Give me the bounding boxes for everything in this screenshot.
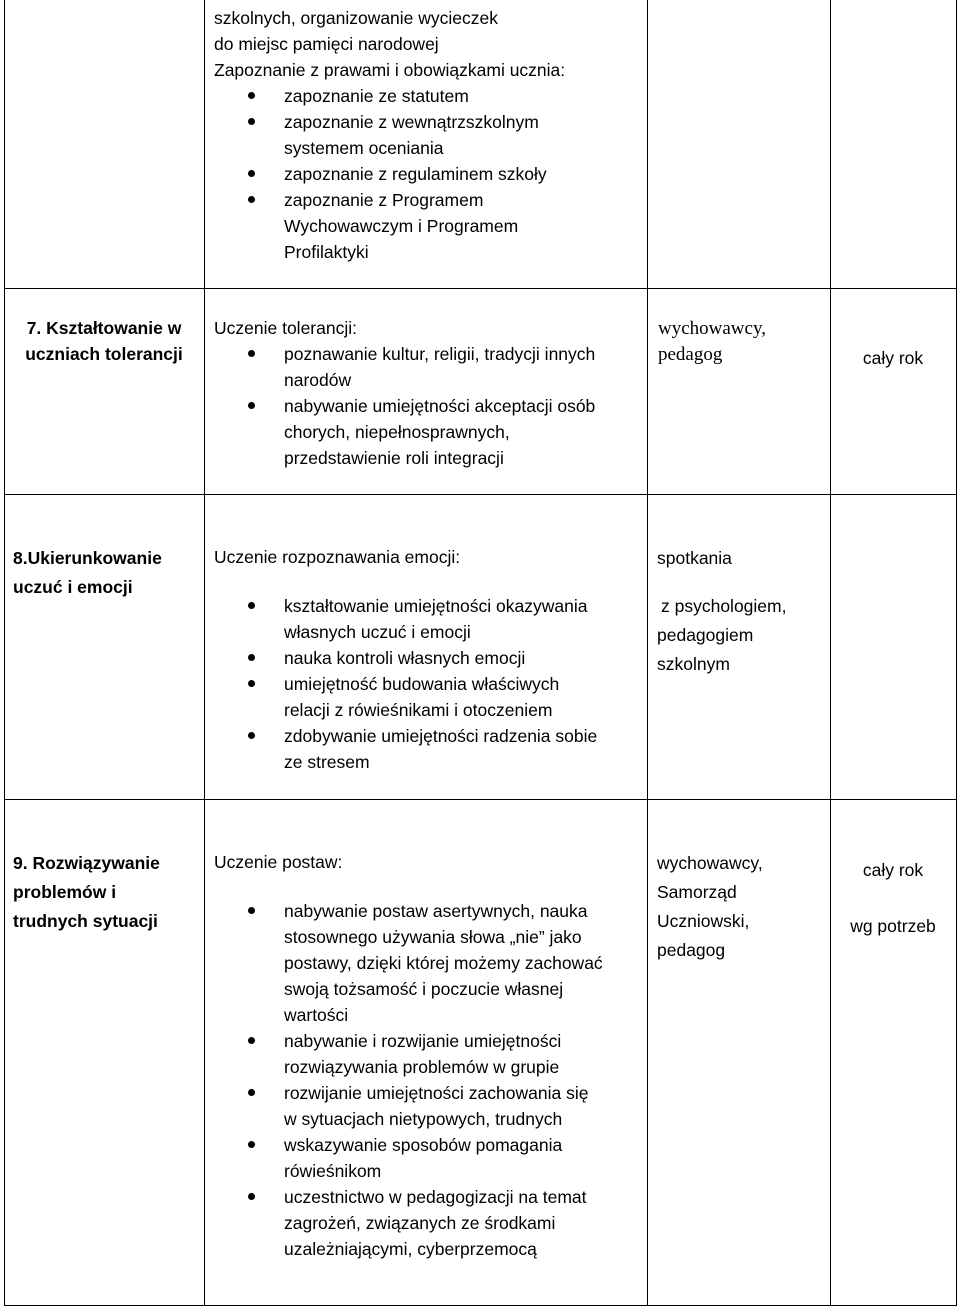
list-item: zapoznanie z wewnątrzszkolnym systemem oceniania	[214, 109, 644, 161]
list-item: nabywanie umiejętności akceptacji osób chorych, niepełnosprawnych, przedstawienie roli integracji	[214, 393, 644, 471]
list-item: zapoznanie ze statutem	[214, 83, 644, 109]
col-divider	[830, 0, 831, 1306]
row-divider	[4, 288, 957, 289]
topic-cell: 9. Rozwiązywanie problemów i trudnych sytuacji	[13, 853, 160, 931]
list-item: zdobywanie umiejętności radzenia sobie ze stresem	[214, 723, 644, 775]
col-divider	[4, 0, 5, 1306]
activity-list	[214, 593, 644, 775]
responsible-cell: wychowawcy, pedagog	[658, 318, 766, 365]
term-cell: cały rok	[862, 348, 924, 368]
activity-heading: Uczenie rozpoznawania emocji:	[214, 547, 461, 567]
list-item: nauka kontroli własnych emocji	[214, 645, 644, 671]
activities-cell	[214, 544, 644, 775]
list-item: wskazywanie sposobów pomagania rówieśnikom	[214, 1132, 644, 1184]
activity-list	[214, 83, 644, 265]
row-divider	[4, 494, 957, 495]
topic-cell: 7. Kształtowanie w uczniach tolerancji	[25, 318, 183, 364]
activity-heading: Uczenie postaw:	[214, 852, 343, 872]
list-item: umiejętność budowania właściwych relacji z rówieśnikami i otoczeniem	[214, 671, 644, 723]
list-item: zapoznanie z regulaminem szkoły	[214, 161, 644, 187]
intro-line: do miejsc pamięci narodowej	[214, 34, 439, 54]
row-divider	[4, 1305, 957, 1306]
intro-line: szkolnych, organizowanie wycieczek	[214, 8, 499, 28]
intro-line: Zapoznanie z prawami i obowiązkami ucznia:	[214, 60, 566, 80]
col-divider	[956, 0, 957, 1306]
col-divider	[204, 0, 205, 1306]
activities-cell	[214, 849, 644, 1262]
list-item: kształtowanie umiejętności okazywania własnych uczuć i emocji	[214, 593, 644, 645]
list-item: uczestnictwo w pedagogizacji na temat zagrożeń, związanych ze środkami uzależniającymi, cyberprzemocą	[214, 1184, 644, 1262]
plan-table	[4, 0, 957, 1306]
col-divider	[647, 0, 648, 1306]
activities-cell	[214, 5, 644, 265]
list-item: rozwijanie umiejętności zachowania się w sytuacjach nietypowych, trudnych	[214, 1080, 644, 1132]
activity-heading: Uczenie tolerancji:	[214, 318, 357, 338]
list-item: nabywanie postaw asertywnych, nauka stosownego używania słowa „nie” jako postawy, dzięki której możemy zachować swoją tożsamość i poczucie własnej wartości	[214, 898, 644, 1028]
activity-list	[214, 898, 644, 1262]
list-item: poznawanie kultur, religii, tradycji innych narodów	[214, 341, 644, 393]
activity-list	[214, 341, 644, 471]
term-cell: cały rok wg potrzeb	[850, 860, 936, 936]
list-item: zapoznanie z Programem Wychowawczym i Programem Profilaktyki	[214, 187, 644, 265]
topic-cell: 8.Ukierunkowanie uczuć i emocji	[13, 548, 162, 597]
responsible-cell: wychowawcy, Samorząd Uczniowski, pedagog	[657, 853, 763, 960]
list-item: nabywanie i rozwijanie umiejętności rozwiązywania problemów w grupie	[214, 1028, 644, 1080]
activities-cell	[214, 315, 644, 471]
responsible-cell: spotkania z psychologiem, pedagogiem szkolnym	[657, 548, 787, 674]
row-divider	[4, 799, 957, 800]
